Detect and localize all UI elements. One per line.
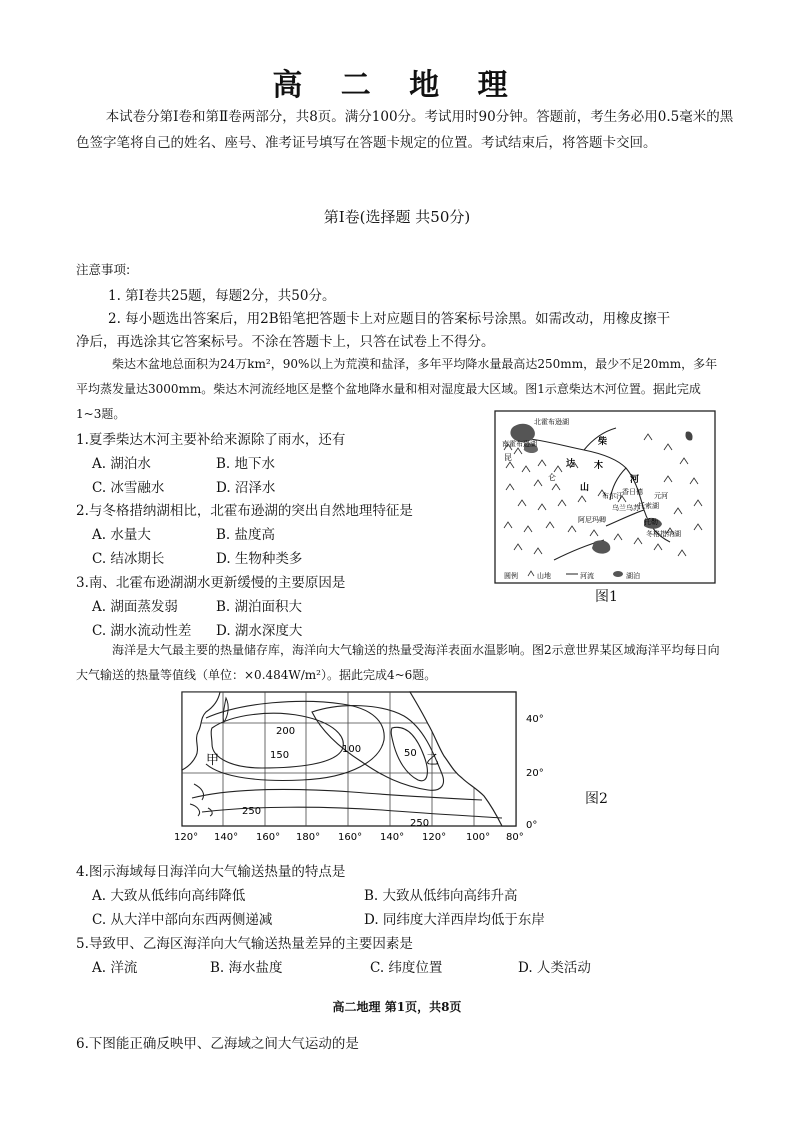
passage-2: 海洋是大气最主要的热量储存库，海洋向大气输送的热量受海洋表面水温影响。图2示意世界某区域海洋平均每日向大气输送的热量等值线（单位：×0.484W/m²）。据此完成4~6题。	[76, 643, 720, 682]
question-5-option-d: D. 人类活动	[518, 960, 591, 976]
legend-lake: 湖泊	[626, 572, 640, 580]
figure-2-map	[172, 688, 562, 848]
contour-label-150: 150	[270, 750, 290, 761]
contour-label-50: 50	[404, 748, 417, 759]
contour-label-100: 100	[342, 744, 362, 755]
label-xiangride: 香日德	[622, 488, 643, 496]
label-yuanhe: 元河	[654, 492, 668, 500]
latitude-labels	[526, 714, 544, 831]
lat-label-40: 40°	[526, 714, 544, 725]
label-south-lake: 南霍布逊湖	[502, 440, 537, 448]
question-2-option-b: B. 盐度高	[216, 527, 276, 543]
question-5-option-a: A. 洋流	[92, 960, 138, 976]
legend-lake-symbol	[613, 571, 623, 577]
question-3-option-d: D. 湖水深度大	[216, 623, 303, 639]
legend-river: 河流	[580, 572, 594, 580]
question-4-option-b: B. 大致从低纬向高纬升高	[364, 888, 518, 904]
lon-label-120w: 120°	[422, 832, 447, 843]
legend-mountain: 山地	[537, 572, 551, 580]
question-6-stem: 6.下图能正确反映甲、乙海域之间大气运动的是	[76, 1036, 359, 1052]
lat-label-0: 0°	[526, 820, 538, 831]
notice-item-2-line-1: 2. 每小题选出答案后，用2B铅笔把答题卡上对应题目的答案标号涂黑。如需改动，用橡皮擦干	[108, 311, 671, 327]
question-2-option-a: A. 水量大	[92, 527, 151, 543]
label-north-lake: 北霍布逊湖	[534, 418, 569, 426]
label-kunlun-1: 昆	[504, 453, 512, 462]
notice-heading: 注意事项:	[76, 262, 131, 277]
lon-label-100w: 100°	[466, 832, 491, 843]
question-1-option-c: C. 冰雪融水	[92, 480, 165, 496]
lon-label-120e: 120°	[174, 832, 199, 843]
lon-label-160e: 160°	[256, 832, 281, 843]
label-mu: 木	[594, 461, 604, 471]
label-kunlun-2: 仑	[548, 473, 556, 482]
legend-town: 圆例	[504, 572, 518, 580]
zone-label-jia: 甲	[206, 753, 220, 768]
question-5-option-c: C. 纬度位置	[370, 960, 443, 976]
label-shan: 山	[580, 483, 590, 493]
figure-1-map	[494, 410, 716, 584]
question-2-stem: 2.与冬格措纳湖相比，北霍布逊湖的突出自然地理特征是	[76, 503, 413, 519]
question-1-option-a: A. 湖泊水	[92, 456, 151, 472]
figure-2-caption: 图2	[585, 791, 608, 807]
label-bayin: 布尔汗	[602, 492, 623, 500]
longitude-labels	[174, 832, 524, 843]
question-5-stem: 5.导致甲、乙海区海洋向大气输送热量差异的主要因素是	[76, 936, 413, 952]
lon-label-140w: 140°	[380, 832, 405, 843]
question-3-option-a: A. 湖面蒸发弱	[92, 599, 178, 615]
question-4-option-d: D. 同纬度大洋西岸均低于东岸	[364, 912, 545, 928]
question-2-option-d: D. 生物种类多	[216, 551, 303, 567]
section-title: 第Ⅰ卷(选择题 共50分)	[323, 208, 471, 226]
zone-label-yi: 乙	[426, 753, 440, 768]
lon-label-80w: 80°	[506, 832, 524, 843]
passage-1: 柴达木盆地总面积为24万km²，90%以上为荒漠和盐泽，多年平均降水量最高达250mm，最少不足20mm，多年平均蒸发量达3000mm。柴达木河流经地区是整个盆地降水量和相对湿度最大区域。图1示意柴达木河位置。据此完成1~3题。	[76, 357, 718, 421]
question-3-stem: 3.南、北霍布逊湖湖水更新缓慢的主要原因是	[76, 575, 346, 591]
notice-item-1: 1. 第Ⅰ卷共25题，每题2分，共50分。	[108, 288, 336, 304]
label-wulan: 乌兰乌苏	[612, 504, 640, 512]
question-3-option-b: B. 湖泊面积大	[216, 599, 303, 615]
exam-instructions: 本试卷分第Ⅰ卷和第Ⅱ卷两部分，共8页。满分100分。考试用时90分钟。答题前，考生务必用0.5毫米的黑色签字笔将自己的姓名、座号、准考证号填写在答题卡规定的位置。考试结束后，将答题卡交回。	[76, 109, 734, 151]
label-donggeicuo: 冬格措纳湖	[646, 530, 681, 538]
figure-1-caption: 图1	[595, 589, 618, 605]
question-3-option-c: C. 湖水流动性差	[92, 623, 192, 639]
question-4-option-a: A. 大致从低纬向高纬降低	[92, 888, 246, 904]
label-da: 达	[566, 459, 576, 469]
question-5-option-b: B. 海水盐度	[210, 960, 283, 976]
lon-label-180: 180°	[296, 832, 321, 843]
lat-label-20: 20°	[526, 768, 544, 779]
page-footer: 高二地理 第1页，共8页	[332, 1000, 462, 1014]
label-amuni: 阿尼玛卿	[578, 516, 606, 524]
label-chai: 柴	[598, 437, 608, 447]
question-4-stem: 4.图示海域每日海洋向大气输送热量的特点是	[76, 864, 346, 880]
label-he: 河	[630, 475, 640, 485]
contour-label-250-west: 250	[242, 806, 262, 817]
question-1-option-b: B. 地下水	[216, 456, 276, 472]
question-2-option-c: C. 结冰期长	[92, 551, 165, 567]
question-1-option-d: D. 沼泽水	[216, 480, 276, 496]
contour-label-250-east: 250	[410, 818, 430, 829]
question-1-stem: 1.夏季柴达木河主要补给来源除了雨水，还有	[76, 432, 346, 448]
contour-label-200: 200	[276, 726, 296, 737]
lon-label-160w: 160°	[338, 832, 363, 843]
lon-label-140e: 140°	[214, 832, 239, 843]
label-tuosuo: 托索湖	[638, 502, 659, 510]
question-4-option-c: C. 从大洋中部向东西两侧递减	[92, 912, 273, 928]
label-tuole: 托勒	[644, 518, 658, 526]
page-title: 高 二 地 理	[272, 68, 522, 103]
notice-item-2-line-2: 净后，再选涂其它答案标号。不涂在答题卡上，只答在试卷上不得分。	[76, 334, 495, 350]
